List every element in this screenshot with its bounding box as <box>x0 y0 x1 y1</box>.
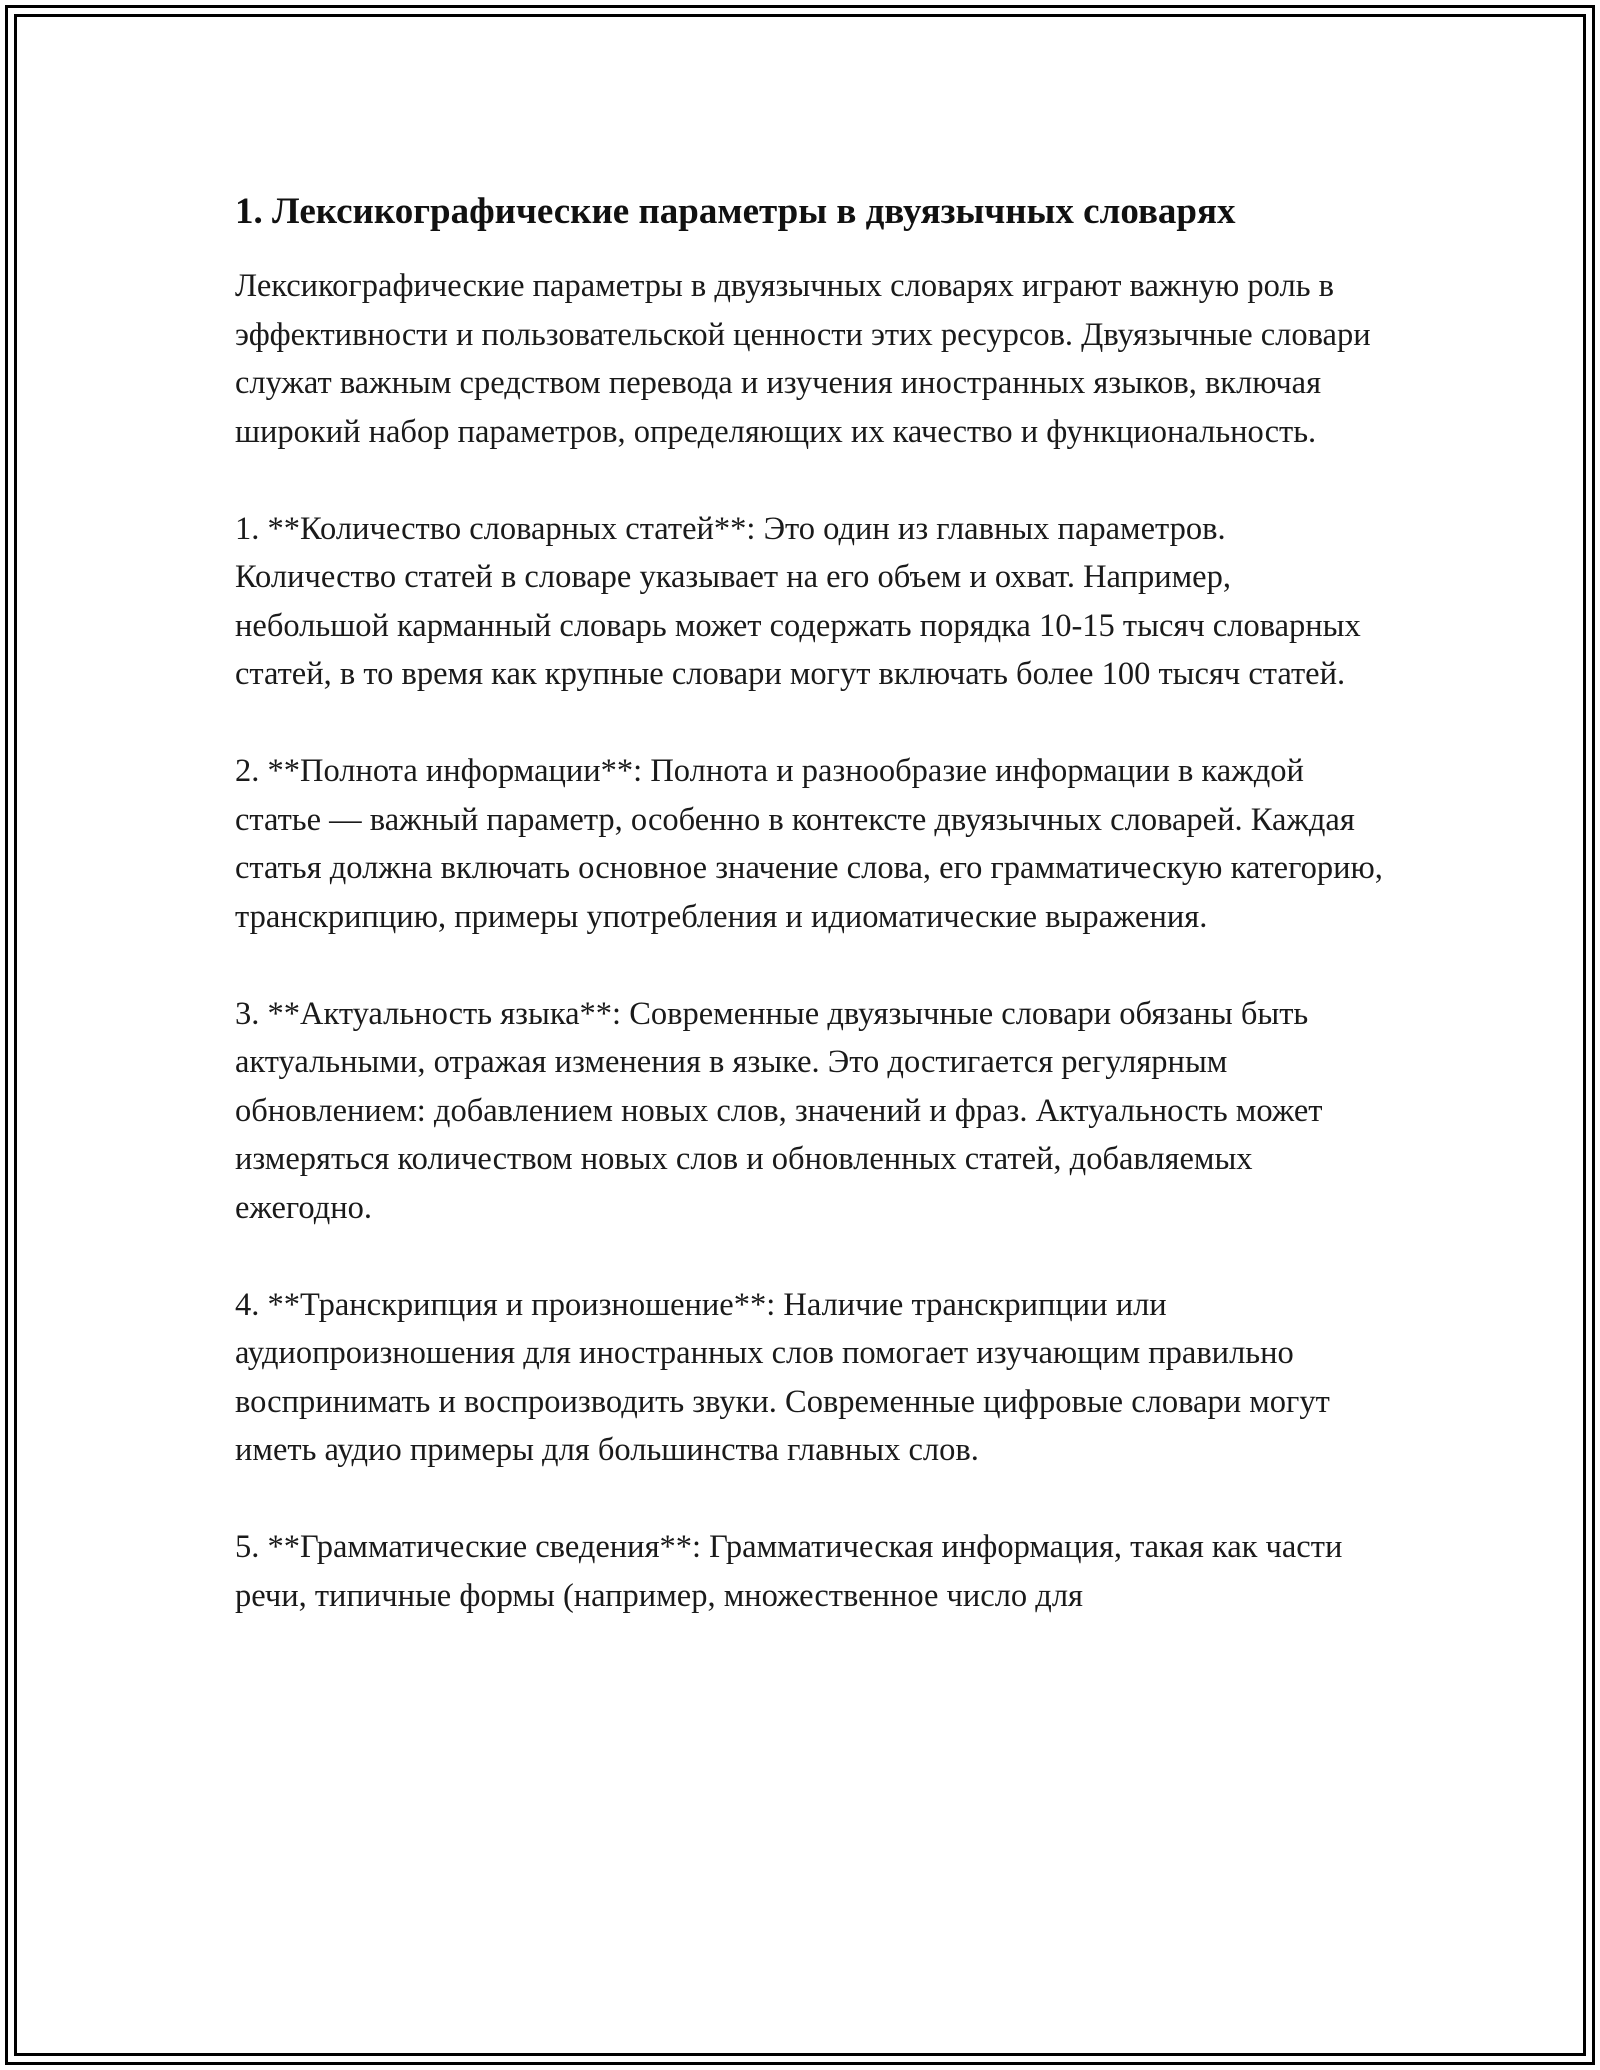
section-heading: 1. Лексикографические параметры в двуязычных словарях <box>235 191 1236 232</box>
list-item-entry-count: 1. **Количество словарных статей**: Это один из главных параметров. Количество статей в словаре указывает на его объем и охват. Например, небольшой карманный словарь может содержать порядка 10-15 тысяч словарных статей, в то время как крупные словари могут включать более 100 тысяч статей. <box>235 510 1361 692</box>
list-item-transcription-pronunciation: 4. **Транскрипция и произношение**: Наличие транскрипции или аудиопроизношения для иностранных слов помогает изучающим правильно воспринимать и воспроизводить звуки. Современные цифровые словари могут иметь аудио примеры для большинства главных слов. <box>235 1286 1330 1468</box>
list-item-grammar-information: 5. **Грамматические сведения**: Грамматическая информация, такая как части речи, типичные формы (например, множественное число для <box>235 1529 1343 1614</box>
list-item-language-relevance: 3. **Актуальность языка**: Современные двуязычные словари обязаны быть актуальными, отражая изменения в языке. Это достигается регулярным обновлением: добавлением новых слов, значений и фраз. Актуальность может измеряться количеством новых слов и обновленных статей, добавляемых ежегодно. <box>235 995 1323 1226</box>
document-body <box>235 185 1385 1620</box>
intro-paragraph: Лексикографические параметры в двуязычных словарях играют важную роль в эффективности и пользовательской ценности этих ресурсов. Двуязычные словари служат важным средством перевода и изучения иностранных языков, включая широкий набор параметров, определяющих их качество и функциональность. <box>235 268 1371 450</box>
list-item-information-completeness: 2. **Полнота информации**: Полнота и разнообразие информации в каждой статье — важный параметр, особенно в контексте двуязычных словарей. Каждая статья должна включать основное значение слова, его грамматическую категорию, транскрипцию, примеры употребления и идиоматические выражения. <box>235 753 1383 935</box>
